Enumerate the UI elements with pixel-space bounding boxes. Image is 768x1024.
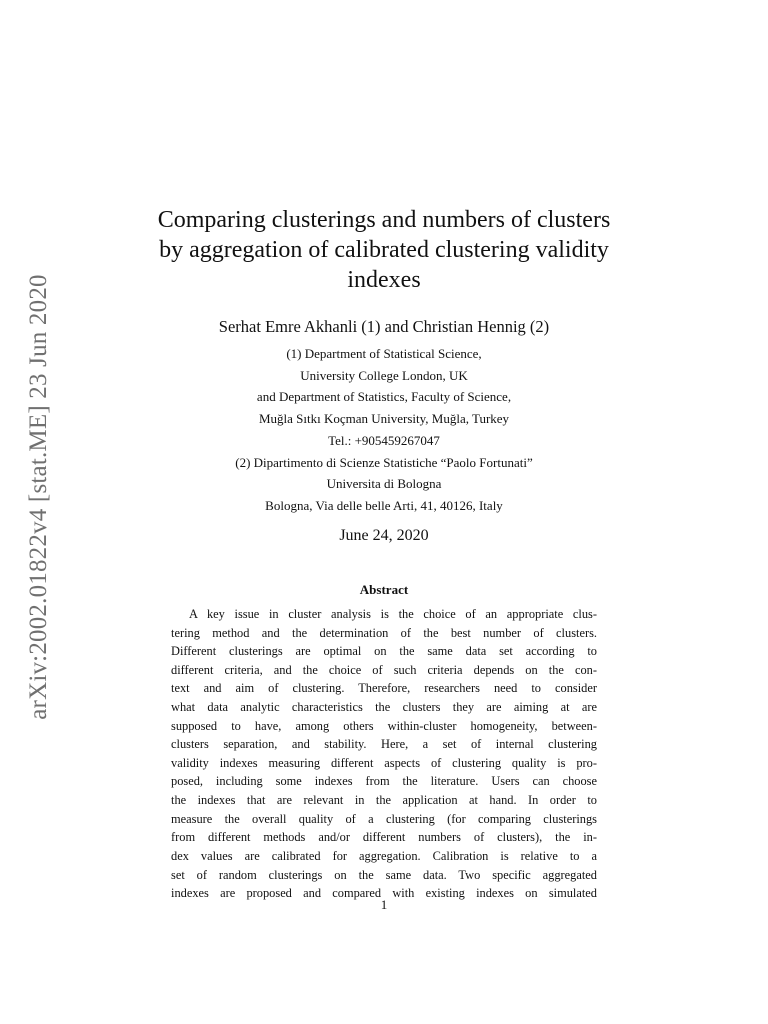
abstract-body [171,605,597,903]
abstract-heading: Abstract [359,582,409,597]
abstract-line: from different methods and/or different numbers of clusters), the in- [171,830,597,845]
abstract-line: indexes are proposed and compared with existing indexes on simulated [171,886,597,901]
affiliation-line: Muğla Sıtkı Koçman University, Muğla, Turkey [258,411,510,427]
abstract-line: clusters separation, and stability. Here, a set of internal clustering [171,737,597,752]
abstract-line: posed, including some indexes from the literature. Users can choose [171,774,597,789]
affiliation-line: Bologna, Via delle belle Arti, 41, 40126, Italy [265,497,503,513]
title-line: Comparing clusterings and numbers of clusters [157,207,611,233]
affiliation-line: and Department of Statistics, Faculty of Science, [256,389,512,405]
abstract-line: set of random clusterings on the same data. Two specific aggregated [171,867,597,882]
abstract-line: A key issue in cluster analysis is the choice of an appropriate clus- [189,607,597,621]
abstract-line: supposed to have, among others within-cluster homogeneity, between- [171,718,597,733]
affiliation-line: (1) Department of Statistical Science, [286,346,482,361]
affiliation-line: (2) Dipartimento di Scienze Statistiche “Paolo Fortunati” [235,454,533,470]
author-list: Serhat Emre Akhanli (1) and Christian Hennig (2) [218,317,550,336]
page-number: 1 [380,897,388,912]
abstract-line: Different clusterings are optimal on the same data set according to [171,644,597,659]
title-line: indexes [347,267,421,293]
abstract-line: tering method and the determination of the best number of clusters. [171,625,597,640]
abstract-line: measure the overall quality of a clustering (for comparing clusterings [171,811,597,826]
publication-date: June 24, 2020 [339,527,429,544]
affiliations [100,343,668,517]
abstract-line: validity indexes measuring different aspects of clustering quality is pro- [171,755,597,770]
abstract-line: the indexes that are relevant in the application at hand. In order to [171,793,597,808]
arxiv-identifier-stamp: arXiv:2002.01822v4 [stat.ME] 23 Jun 2020 [25,274,52,720]
abstract-line: text and aim of clustering. Therefore, researchers need to consider [171,681,597,696]
paper-title [100,205,668,295]
abstract-line: dex values are calibrated for aggregation. Calibration is relative to a [171,848,597,863]
affiliation-line: Tel.: +905459267047 [328,432,440,448]
affiliation-line: Universita di Bologna [326,476,442,492]
affiliation-line: University College London, UK [300,367,468,383]
abstract-line: different criteria, and the choice of such criteria depends on the con- [171,662,597,677]
title-line: by aggregation of calibrated clustering validity [159,237,609,263]
abstract-line: what data analytic characteristics the clusters they are aiming at are [171,700,597,715]
